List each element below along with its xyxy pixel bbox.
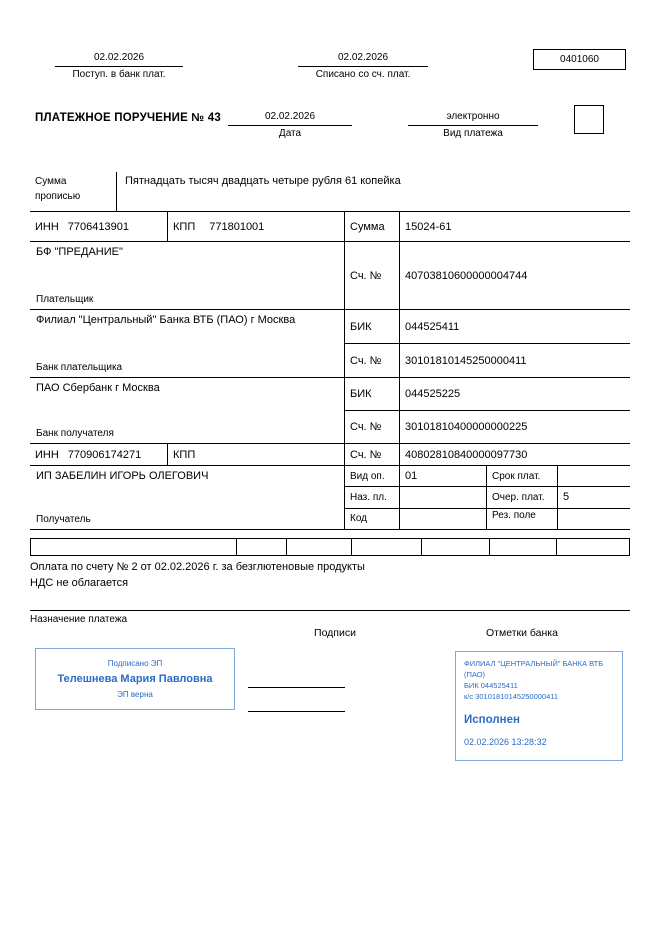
payee-inn-value: 770906174271 [67,448,142,461]
payment-kind-field [408,111,538,139]
sum-label-cell: Сумма [345,212,400,241]
payee-cell [30,466,345,529]
received-date-label: Поступ. в банк плат. [72,69,166,80]
payee-details [345,466,630,529]
payer-inn-row [30,212,630,242]
debited-date-field [298,52,428,80]
payer-bank-details [345,310,630,377]
payee-name: ИП ЗАБЕЛИН ИГОРЬ ОЛЕГОВИЧ [36,470,209,482]
purpose-line2: НДС не облагается [30,576,129,589]
payer-label: Плательщик [36,294,94,305]
payee-kpp-label: КПП [173,448,196,461]
bank-marks-label: Отметки банка [486,627,558,639]
doc-date-label: Дата [278,128,302,139]
signature-line-1 [248,687,345,688]
op-kind-label: Вид оп. [345,466,400,486]
payee-bank-account-row [345,411,630,443]
electronic-signature-stamp [35,648,235,710]
term-label: Срок плат. [487,466,558,486]
tax-field [490,539,557,555]
payer-kpp-cell [168,212,345,241]
payee-bank-account-label: Сч. № [345,411,400,443]
payee-bank-bik-label: БИК [345,378,400,410]
reserve-label: Рез. поле [487,509,558,529]
stamp-bik: БИК 044525411 [464,680,518,690]
payer-bank-name: Филиал "Центральный" Банка ВТБ (ПАО) г Москва [36,314,296,326]
term-value [558,466,630,486]
payer-inn-cell [30,212,168,241]
form-code: 0401060 [560,54,599,65]
purpose-code-value [400,487,487,507]
payee-bank-account-value: 30101810400000000225 [405,421,528,433]
doc-date: 02.02.2026 [228,111,352,126]
payee-kpp-cell [168,444,345,465]
payee-inn-label: ИНН [35,448,59,461]
purpose-label-line [30,610,630,625]
op-kind-value: 01 [400,466,487,486]
payer-bank-bik-value: 044525411 [405,320,460,333]
ep-valid-label: ЭП верна [117,690,153,699]
payer-inn-label: ИНН [35,220,59,233]
priority-value: 5 [563,491,570,504]
payment-kind-label: Вид платежа [443,128,503,139]
payee-bank-row [30,378,630,444]
purpose-line1: Оплата по счету № 2 от 02.02.2026 г. за безглютеновые продукты [30,561,365,573]
payer-inn-value: 7706413901 [67,220,129,233]
payee-inn-row [30,444,630,466]
tax-fields-row [30,538,630,556]
code-value [400,509,487,529]
stamp-status: Исполнен [464,713,520,726]
debited-date: 02.02.2026 [298,52,428,67]
status-box [574,105,604,134]
payee-label: Получатель [36,514,91,525]
stamp-corr-account: к/с 30101810145250000411 [464,691,559,701]
purpose-text [30,560,610,592]
ep-signed-label: Подписано ЭП [107,659,163,668]
doc-date-field [228,111,352,139]
amount-words-row [30,172,630,212]
payment-table [30,212,630,530]
payer-account-value: 40703810600000004744 [405,269,528,282]
reserve-value [558,509,630,529]
payee-bank-cell [30,378,345,443]
tax-field [237,539,287,555]
amount-words-label: Сумма прописью [30,172,117,211]
payee-bank-details [345,378,630,443]
payee-bank-bik-value: 044525225 [405,388,461,400]
form-code-box [533,49,626,70]
received-date: 02.02.2026 [55,52,183,67]
payee-account-label: Сч. № [345,444,400,465]
code-label: Код [345,509,400,529]
payee-row [30,466,630,530]
tax-field [422,539,490,555]
bank-execution-stamp [455,651,623,761]
payee-bank-bik-row [345,378,630,411]
payee-bank-label: Банк получателя [36,428,114,439]
payer-bank-row [30,310,630,378]
signatures-label: Подписи [314,627,356,639]
payer-bank-bik-row [345,310,630,344]
stamp-bank-name: ФИЛИАЛ "ЦЕНТРАЛЬНЫЙ" БАНКА ВТБ (ПАО) [464,659,604,679]
amount-words-value: Пятнадцать тысяч двадцать четыре рубля 61 копейка [125,175,401,187]
payee-inn-cell [30,444,168,465]
payer-account-label: Сч. № [345,242,400,309]
priority-label: Очер. плат. [487,487,558,507]
payment-kind: электронно [408,111,538,126]
received-date-field [55,52,183,80]
payer-kpp-value: 771801001 [209,220,265,233]
code-row [345,509,630,529]
payer-bank-bik-label: БИК [345,310,400,343]
purpose-label: Назначение платежа [30,614,128,625]
payer-name: БФ "ПРЕДАНИЕ" [36,246,123,258]
payer-row [30,242,630,310]
document-title: ПЛАТЕЖНОЕ ПОРУЧЕНИЕ № 43 [35,112,221,124]
purpose-code-label: Наз. пл. [345,487,400,507]
signature-line-2 [248,711,345,712]
ep-signer-name: Телешнева Мария Павловна [57,673,213,685]
purpose-code-row [345,487,630,508]
tax-field [31,539,237,555]
tax-field [287,539,352,555]
payee-account-value: 40802810840000097730 [405,448,528,461]
debited-date-label: Списано со сч. плат. [315,69,411,80]
payer-cell [30,242,345,309]
payer-bank-account-label: Сч. № [345,344,400,377]
payer-bank-account-value: 30101810145250000411 [405,354,527,367]
sum-value-cell: 15024-61 [405,220,452,233]
tax-field [557,539,629,555]
op-kind-row [345,466,630,487]
payer-bank-cell [30,310,345,377]
payer-bank-account-row [345,344,630,377]
tax-field [352,539,422,555]
payer-kpp-label: КПП [173,220,196,233]
stamp-datetime: 02.02.2026 13:28:32 [464,737,547,748]
payer-bank-label: Банк плательщика [36,362,123,373]
payee-bank-name: ПАО Сбербанк г Москва [36,382,160,394]
